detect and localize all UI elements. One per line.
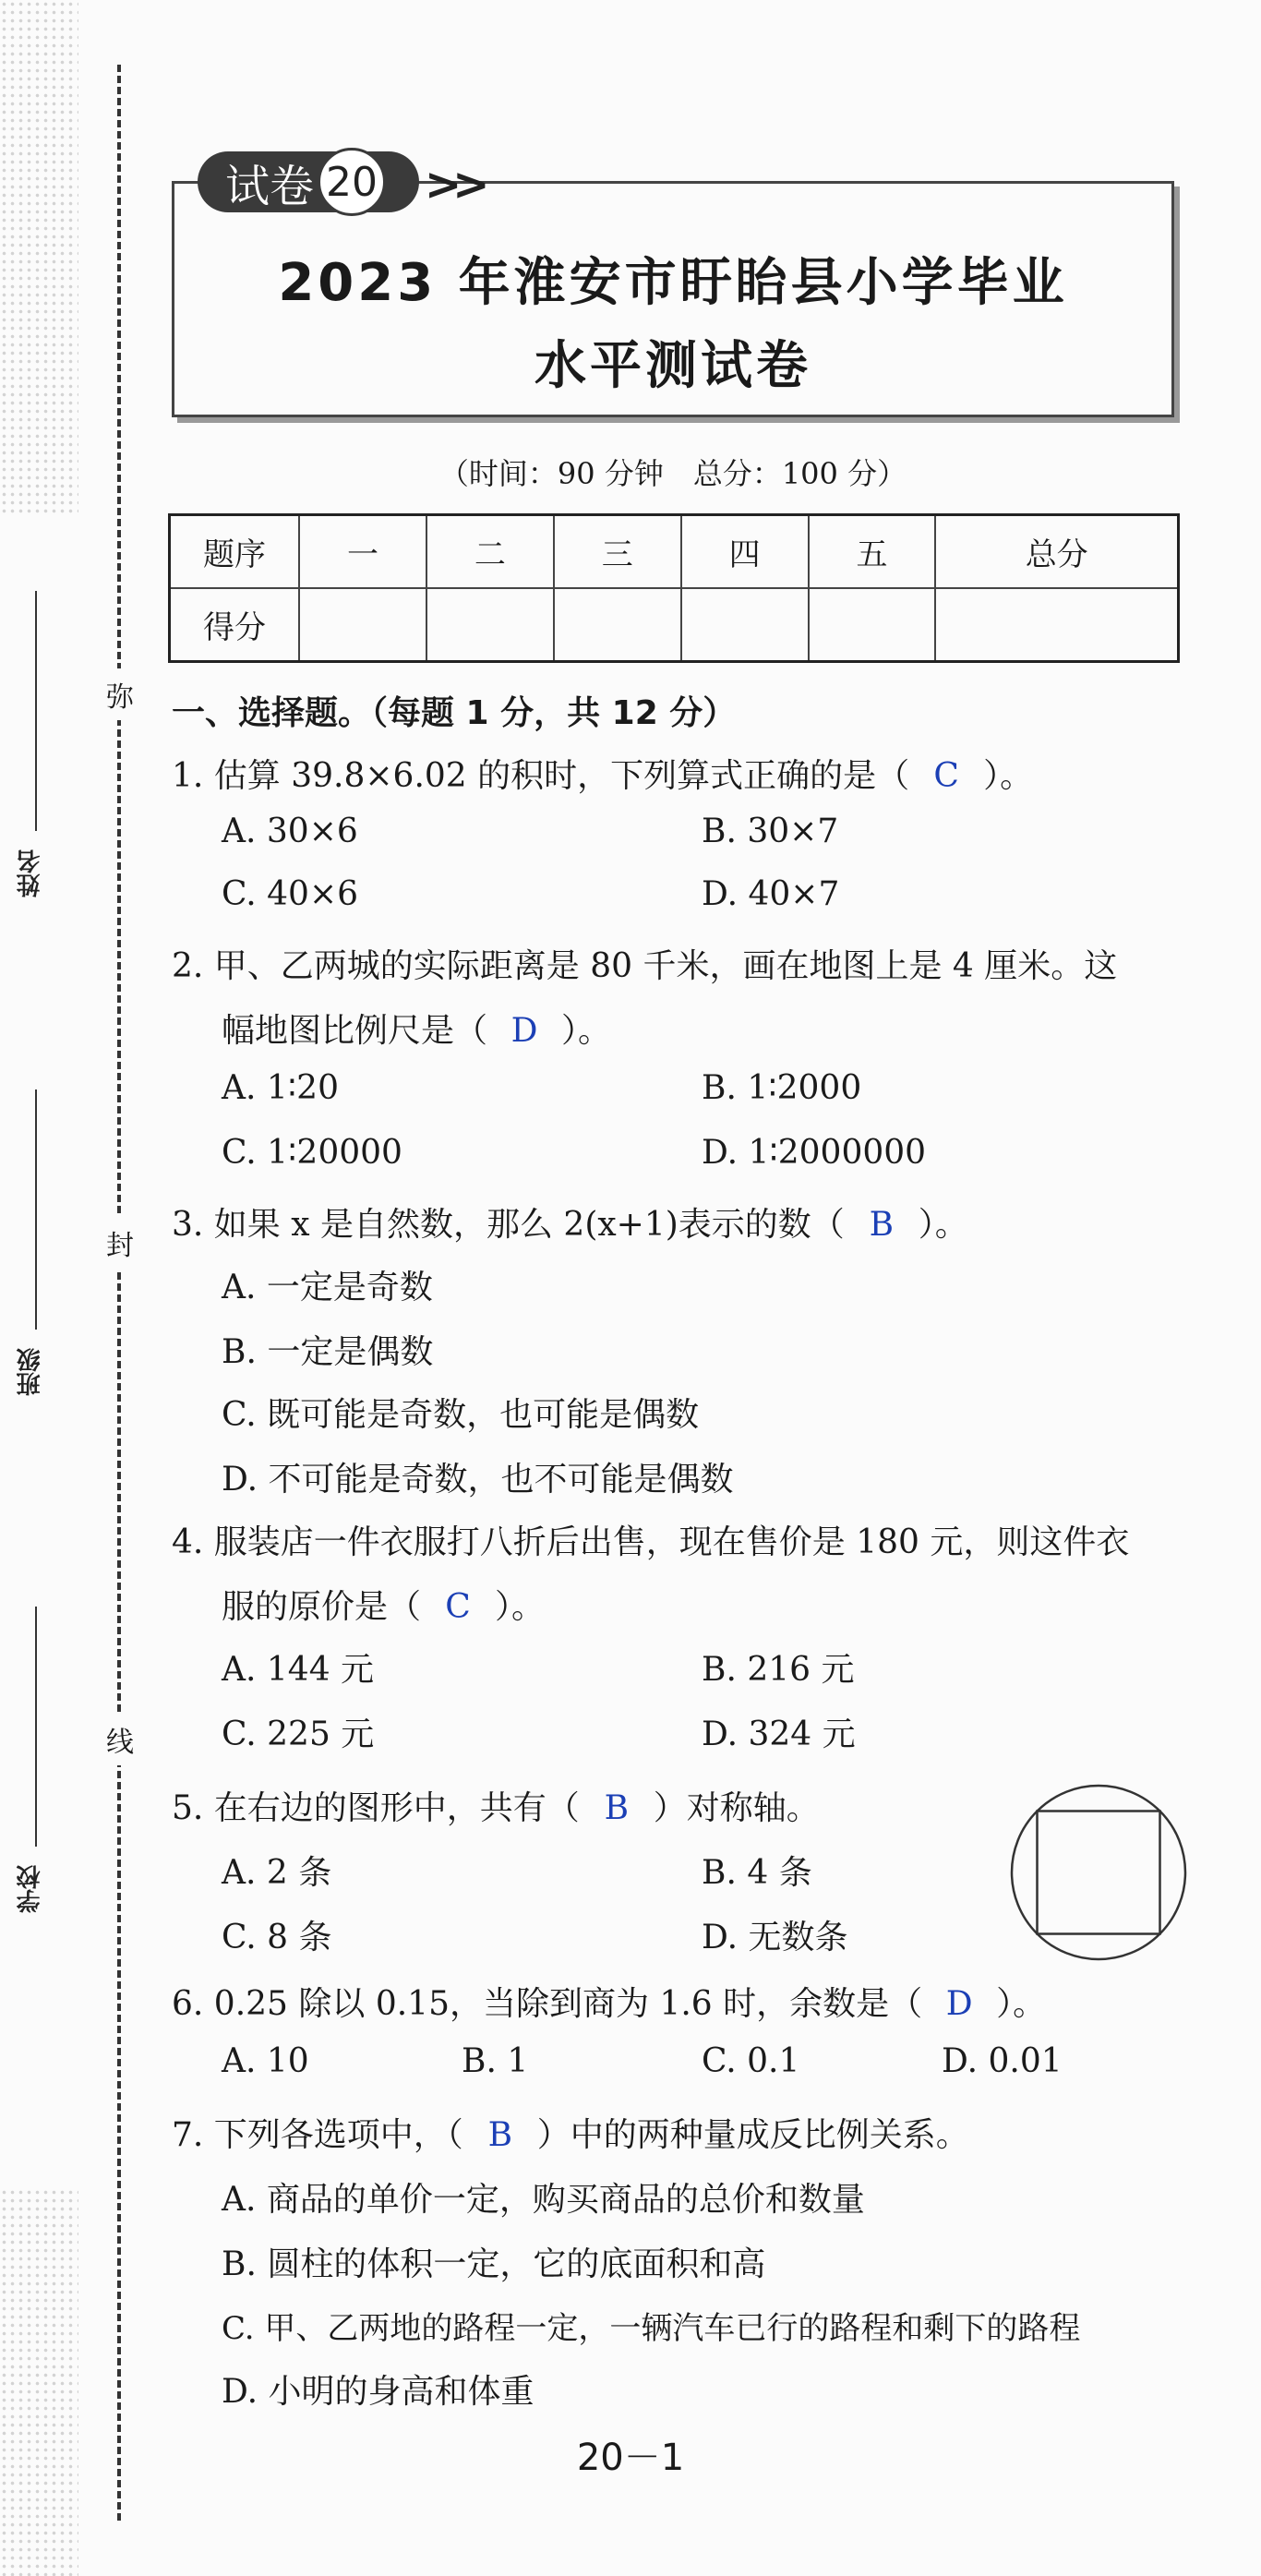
question-2: 2. 甲、乙两城的实际距离是 80 千米，画在地图上是 4 厘米。这 xyxy=(172,947,1118,985)
question-4-cont xyxy=(222,1581,545,1628)
question-stem: 1. 估算 39.8×6.02 的积时，下列算式正确的是（ xyxy=(172,757,910,795)
exam-time-info: （时间：90 分钟 总分：100 分） xyxy=(438,456,907,491)
question-tail: ）中的两种量成反比例关系。 xyxy=(536,2116,969,2154)
option: A. 10 xyxy=(222,2042,309,2080)
option: A. 1∶20 xyxy=(222,1069,339,1107)
paper-number: 20 xyxy=(318,148,386,216)
option: B. 4 条 xyxy=(702,1854,812,1892)
question-3 xyxy=(172,1198,968,1246)
option: A. 一定是奇数 xyxy=(222,1269,433,1306)
dot-pattern-top xyxy=(0,0,78,517)
page-title-line2: 水平测试卷 xyxy=(534,336,811,396)
header-cell: 一 xyxy=(299,515,426,589)
answer-mark: C xyxy=(445,1588,471,1626)
row-label: 得分 xyxy=(170,588,300,662)
option: A. 2 条 xyxy=(222,1854,332,1892)
score-cell[interactable] xyxy=(681,588,809,662)
answer-mark: B xyxy=(869,1206,895,1244)
option: D. 40×7 xyxy=(702,875,840,913)
answer-mark: B xyxy=(604,1789,630,1827)
option: B. 30×7 xyxy=(702,813,839,850)
binding-char-2: 封 xyxy=(103,1217,137,1269)
question-tail: ）。 xyxy=(561,1012,612,1050)
option: D. 324 元 xyxy=(702,1715,856,1753)
question-tail: ）。 xyxy=(495,1588,546,1626)
header-cell: 五 xyxy=(809,515,936,589)
score-header-row xyxy=(170,515,1179,589)
section-title: 一、选择题。（每题 1 分，共 12 分） xyxy=(172,694,737,732)
score-table xyxy=(168,513,1180,663)
option: A. 144 元 xyxy=(222,1651,375,1689)
question-4: 4. 服装店一件衣服打八折后出售，现在售价是 180 元，则这件衣 xyxy=(172,1523,1130,1561)
score-cell[interactable] xyxy=(426,588,554,662)
header-cell: 总分 xyxy=(935,515,1178,589)
score-cell[interactable] xyxy=(299,588,426,662)
question-1 xyxy=(172,750,1033,797)
school-write-line xyxy=(35,1607,37,1847)
option: D. 0.01 xyxy=(942,2042,1063,2080)
answer-mark: C xyxy=(933,757,959,795)
page-title-line1: 2023 年淮安市盱眙县小学毕业 xyxy=(278,253,1068,313)
option: C. 8 条 xyxy=(222,1919,332,1956)
option: D. 小明的身高和体重 xyxy=(222,2373,534,2411)
binding-dashed-line xyxy=(117,65,121,2521)
option: C. 1∶20000 xyxy=(222,1134,402,1172)
question-tail: ）。 xyxy=(996,1985,1047,2023)
answer-mark: B xyxy=(487,2116,513,2154)
question-stem: 幅地图比例尺是（ xyxy=(222,1012,488,1050)
name-write-line xyxy=(35,591,37,831)
header-cell: 二 xyxy=(426,515,554,589)
dot-pattern-bottom xyxy=(0,2188,78,2576)
option: D. 无数条 xyxy=(702,1919,848,1956)
option: B. 216 元 xyxy=(702,1651,855,1689)
header-cell: 四 xyxy=(681,515,809,589)
question-2-cont xyxy=(222,1005,611,1052)
answer-mark: D xyxy=(510,1012,538,1050)
question-7 xyxy=(172,2109,969,2156)
option: C. 甲、乙两地的路程一定，一辆汽车已行的路程和剩下的路程 xyxy=(222,2310,1081,2347)
option: A. 30×6 xyxy=(222,813,358,850)
paper-badge xyxy=(198,151,419,212)
question-tail: ）。 xyxy=(983,757,1034,795)
question-stem: 服的原价是（ xyxy=(222,1588,422,1626)
question-stem: 3. 如果 x 是自然数，那么 2(x+1)表示的数（ xyxy=(172,1206,845,1244)
class-write-line xyxy=(35,1089,37,1330)
chevron-right-icon: >> xyxy=(425,159,481,211)
question-6 xyxy=(172,1978,1046,2025)
class-label: 班级 xyxy=(17,1348,44,1396)
question-tail: ）。 xyxy=(918,1206,968,1244)
option: C. 40×6 xyxy=(222,875,359,913)
option: B. 一定是偶数 xyxy=(222,1333,434,1371)
score-value-row xyxy=(170,588,1179,662)
figure-square xyxy=(1038,1812,1160,1934)
header-cell: 题序 xyxy=(170,515,300,589)
score-cell[interactable] xyxy=(554,588,681,662)
circle-square-figure xyxy=(1006,1780,1191,1965)
question-5 xyxy=(172,1782,820,1829)
option: B. 1∶2000 xyxy=(702,1069,862,1107)
question-stem: 5. 在右边的图形中，共有（ xyxy=(172,1789,580,1827)
header-cell: 三 xyxy=(554,515,681,589)
paper-badge-text: 试卷 xyxy=(225,160,315,212)
score-cell[interactable] xyxy=(809,588,936,662)
school-label: 学校 xyxy=(17,1865,44,1913)
option: C. 225 元 xyxy=(222,1715,375,1753)
page-number: 20－1 xyxy=(576,2437,685,2479)
question-stem: 7. 下列各选项中，（ xyxy=(172,2116,463,2154)
answer-mark: D xyxy=(945,1985,973,2023)
question-tail: ）对称轴。 xyxy=(653,1789,820,1827)
option: B. 圆柱的体积一定，它的底面积和高 xyxy=(222,2245,766,2283)
binding-char-1: 弥 xyxy=(103,668,137,720)
option: D. 不可能是奇数，也不可能是偶数 xyxy=(222,1461,734,1499)
name-label: 姓名 xyxy=(17,849,44,897)
option: A. 商品的单价一定，购买商品的总价和数量 xyxy=(222,2181,865,2219)
score-cell[interactable] xyxy=(935,588,1178,662)
option: B. 1 xyxy=(462,2042,529,2080)
option: D. 1∶2000000 xyxy=(702,1134,927,1172)
binding-char-3: 线 xyxy=(103,1714,137,1765)
option: C. 既可能是奇数，也可能是偶数 xyxy=(222,1396,700,1434)
option: C. 0.1 xyxy=(702,2042,800,2080)
question-stem: 6. 0.25 除以 0.15，当除到商为 1.6 时，余数是（ xyxy=(172,1985,923,2023)
